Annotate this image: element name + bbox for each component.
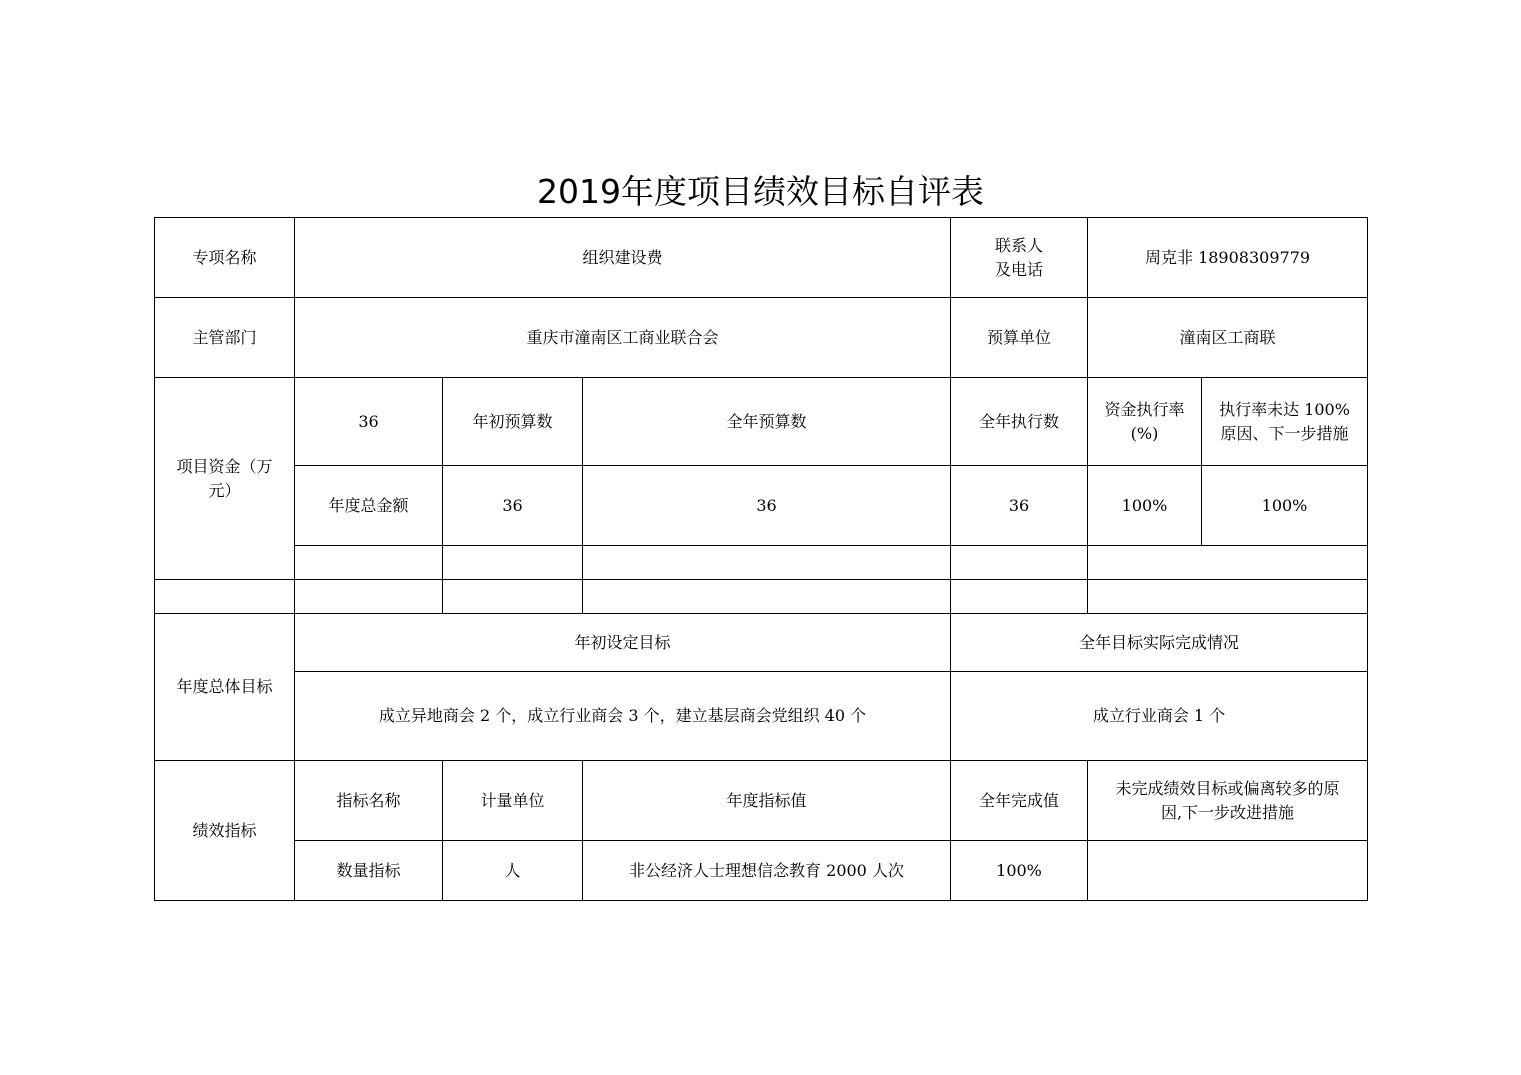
dept-value: 重庆市潼南区工商业联合会: [295, 298, 951, 378]
budget-unit-value: 潼南区工商联: [1088, 298, 1368, 378]
total-initial-budget: 36: [443, 466, 583, 546]
empty-cell: [1088, 546, 1368, 580]
row-funds-empty: [155, 546, 1368, 580]
funds-label: [155, 378, 295, 580]
budget-unit-label: 预算单位: [951, 298, 1088, 378]
empty-cell: [155, 580, 295, 614]
initial-budget-header: 年初预算数: [443, 378, 583, 466]
indicator-reason-header-line1: 未完成绩效目标或偏离较多的原: [1115, 778, 1340, 798]
empty-cell: [583, 546, 951, 580]
empty-cell: [951, 580, 1088, 614]
empty-cell: [443, 546, 583, 580]
empty-cell: [583, 580, 951, 614]
evaluation-table: [154, 217, 1368, 901]
annual-executed-header: 全年执行数: [951, 378, 1088, 466]
project-name-label: 专项名称: [155, 218, 295, 298]
indicator-reason: [1088, 841, 1368, 901]
row-empty: [155, 580, 1368, 614]
reason-header: [1202, 378, 1368, 466]
contact-label-line1: 联系人: [995, 235, 1044, 255]
indicator-completed-header: 全年完成值: [951, 761, 1088, 841]
page-title: 2019年度项目绩效目标自评表: [537, 172, 984, 211]
reason-header-line2: 原因、下一步措施: [1220, 423, 1349, 443]
contact-label-line2: 及电话: [995, 259, 1044, 279]
empty-cell: [295, 546, 443, 580]
actual-goals-text: 成立行业商会 1 个: [951, 672, 1368, 761]
indicator-name-header: 指标名称: [295, 761, 443, 841]
total-amount-label: 年度总金额: [295, 466, 443, 546]
total-exec-rate: 100%: [1088, 466, 1202, 546]
row-project-name: [155, 218, 1368, 298]
contact-label: [951, 218, 1088, 298]
indicator-annual-value-header: 年度指标值: [583, 761, 951, 841]
row-goals-content: [155, 672, 1368, 761]
row-funds-total: [155, 466, 1368, 546]
empty-cell: [951, 546, 1088, 580]
funds-label-line2: 元）: [208, 480, 241, 500]
annual-goals-label: 年度总体目标: [155, 614, 295, 761]
indicator-completed: 100%: [951, 841, 1088, 901]
empty-cell: [1088, 580, 1368, 614]
indicators-label: 绩效指标: [155, 761, 295, 901]
empty-cell: [443, 580, 583, 614]
row-goals-header: [155, 614, 1368, 672]
total-annual-executed: 36: [951, 466, 1088, 546]
table-row: [155, 841, 1368, 901]
exec-rate-header: [1088, 378, 1202, 466]
exec-rate-header-line1: 资金执行率: [1104, 399, 1185, 419]
project-name-value: 组织建设费: [295, 218, 951, 298]
indicator-unit-header: 计量单位: [443, 761, 583, 841]
initial-goals-header: 年初设定目标: [295, 614, 951, 672]
empty-cell: [295, 580, 443, 614]
indicator-unit: 人: [443, 841, 583, 901]
row-funds-header: [155, 378, 1368, 466]
row-indicators-header: [155, 761, 1368, 841]
indicator-name: 数量指标: [295, 841, 443, 901]
indicator-annual-value: 非公经济人士理想信念教育 2000 人次: [583, 841, 951, 901]
actual-goals-header: 全年目标实际完成情况: [951, 614, 1368, 672]
reason-header-line1: 执行率未达 100%: [1219, 399, 1350, 419]
annual-budget-header: 全年预算数: [583, 378, 951, 466]
total-annual-budget: 36: [583, 466, 951, 546]
row-department: [155, 298, 1368, 378]
funds-value: 36: [295, 378, 443, 466]
total-reason: 100%: [1202, 466, 1368, 546]
funds-label-line1: 项目资金（万: [176, 456, 273, 476]
indicator-reason-header: [1088, 761, 1368, 841]
exec-rate-header-line2: (%): [1130, 423, 1159, 443]
initial-goals-text: 成立异地商会 2 个，成立行业商会 3 个，建立基层商会党组织 40 个: [295, 672, 951, 761]
dept-label: 主管部门: [155, 298, 295, 378]
contact-value: 周克非 18908309779: [1088, 218, 1368, 298]
indicator-reason-header-line2: 因,下一步改进措施: [1160, 802, 1295, 822]
